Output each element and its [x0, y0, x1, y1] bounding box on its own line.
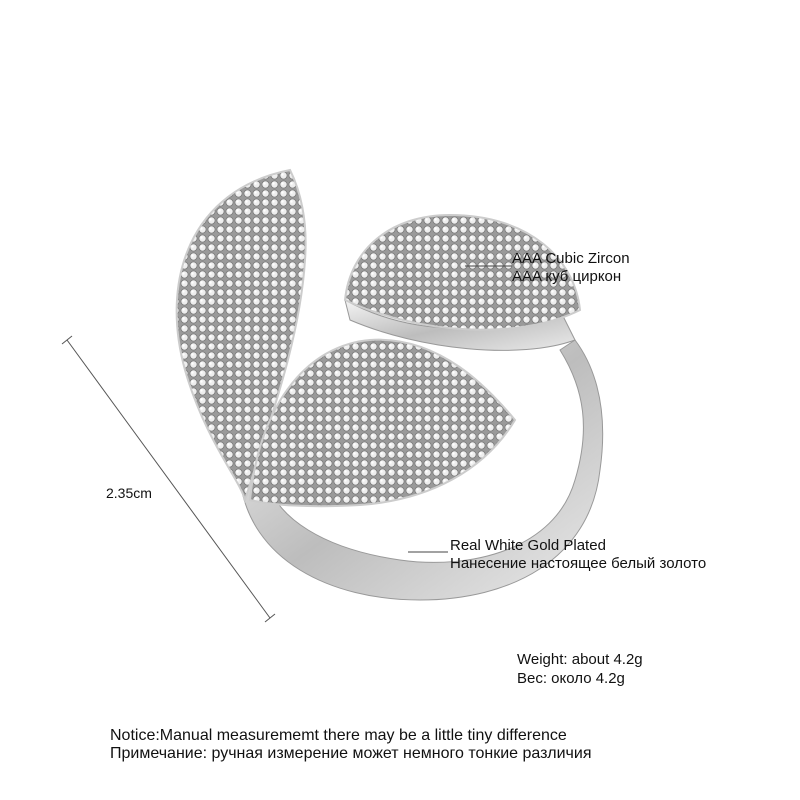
notice-en: Notice:Manual measurememt there may be a little tiny difference [110, 727, 567, 744]
bottom-leaf [250, 340, 515, 507]
stone-label-en: AAA Cubic Zircon [512, 250, 630, 267]
stone-label-ru: AAA куб циркон [512, 268, 622, 285]
dimension-label: 2.35cm [106, 485, 152, 501]
plating-label-ru: Нанесение настоящее белый золото [450, 555, 707, 572]
plating-label-en: Real White Gold Plated [450, 537, 606, 554]
weight-label-ru: Вес: около 4.2g [517, 670, 625, 687]
notice-ru: Примечание: ручная измерение может немного тонкие различия [110, 745, 592, 762]
weight-label-en: Weight: about 4.2g [517, 651, 643, 668]
